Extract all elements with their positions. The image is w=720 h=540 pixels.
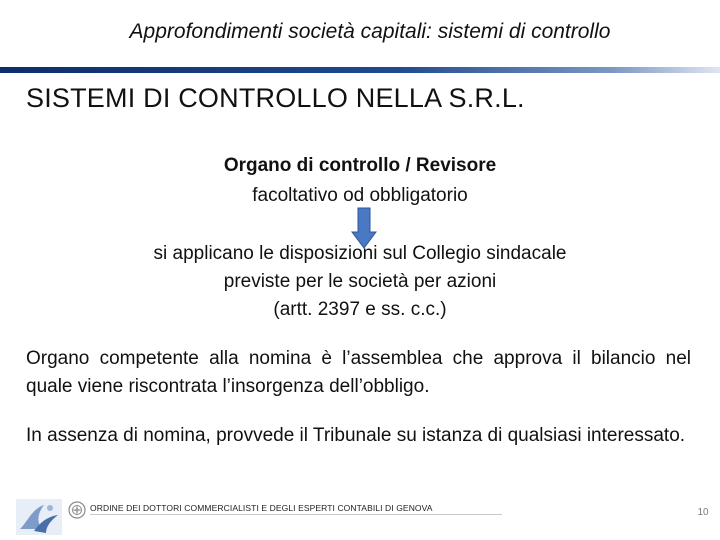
slide-title: SISTEMI DI CONTROLLO NELLA S.R.L. [26,83,525,113]
footer-org-text: ORDINE DEI DOTTORI COMMERCIALISTI E DEGLI ESPERTI CONTABILI DI GENOVA [90,503,433,513]
paragraph-appointment: Organo competente alla nomina è l’assemblea che approva il bilancio nel quale viene riscontrata l’insorgenza dell’obbligo. [26,348,691,397]
rules-line: (artt. 2397 e ss. c.c.) [273,299,447,320]
seal-icon [68,501,86,519]
rules-block [0,240,720,324]
rules-line: si applicano le disposizioni sul Collegio sindacale [153,243,567,264]
organ-title: Organo di controllo / Revisore [223,155,497,176]
header-divider [0,67,720,73]
footer-divider [90,514,502,515]
header-title: Approfondimenti società capitali: sistemi di controllo [129,20,611,43]
organ-subtitle: facoltativo od obbligatorio [252,185,468,206]
rules-line: previste per le società per azioni [223,271,497,292]
paragraph-tribunal: In assenza di nomina, provvede il Tribunale su istanza di qualsiasi interessato. [26,425,686,446]
order-logo-icon [16,499,62,535]
page-number: 10 [697,507,709,518]
footer [0,496,720,540]
